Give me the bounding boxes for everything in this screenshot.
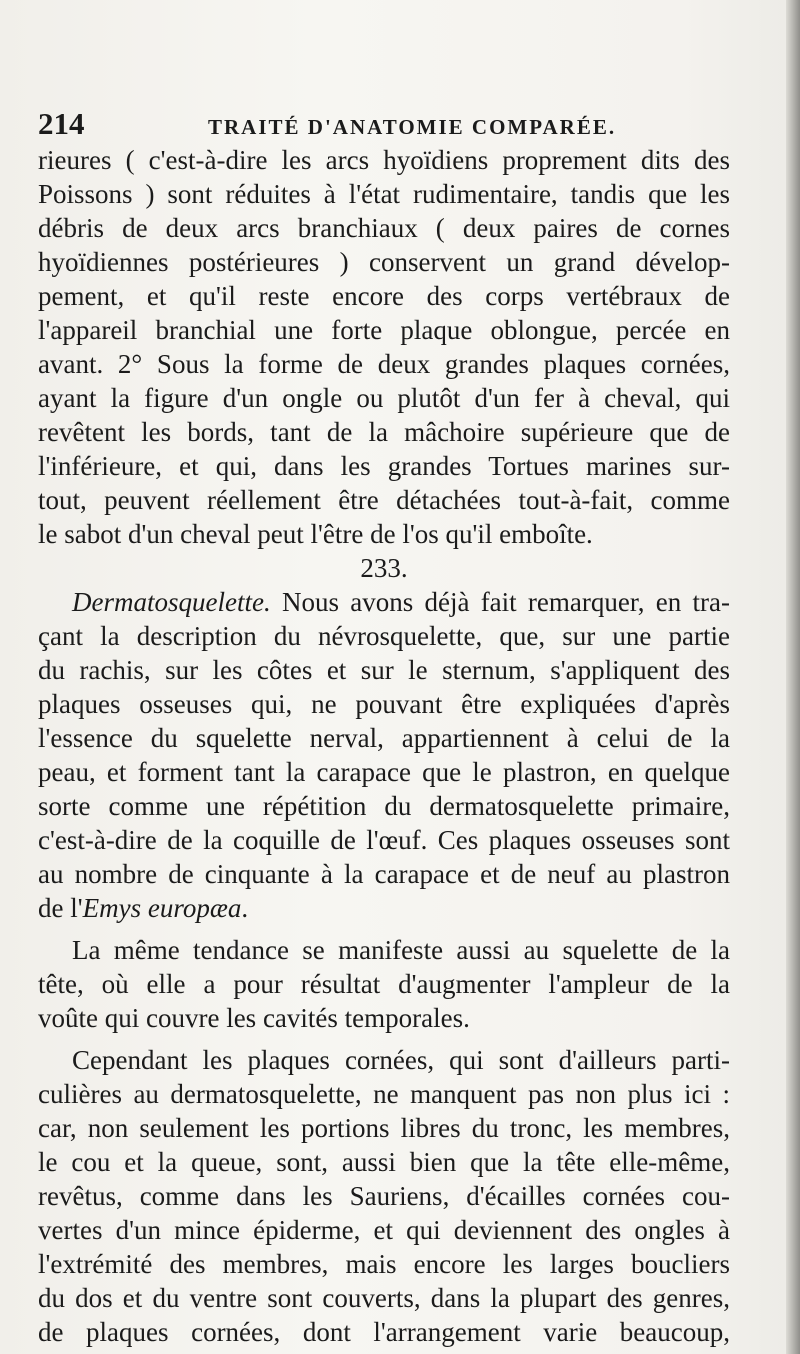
text-line: au nombre de cinquante à la carapace et de neuf au plastron (38, 859, 730, 889)
text-line: le cou et la queue, sont, aussi bien que la tête elle-même, (38, 1147, 730, 1177)
paragraph-gap (38, 1035, 730, 1043)
text-line: le sabot d'un cheval peut l'être de l'os qu'il emboîte. (38, 519, 593, 549)
text-line: revêtus, comme dans les Sauriens, d'écailles cornées cou- (38, 1181, 730, 1211)
text-line: avant. 2° Sous la forme de deux grandes plaques cornées, (38, 349, 730, 379)
text-line: sorte comme une répétition du dermatosquelette primaire, (38, 791, 730, 821)
running-title: TRAITÉ D'ANATOMIE COMPARÉE. (208, 115, 617, 139)
text-line: car, non seulement les portions libres du tronc, les membres, (38, 1113, 730, 1143)
page-edge-shadow (786, 0, 800, 1354)
text-line: tout, peuvent réellement être détachées tout-à-fait, comme (38, 485, 730, 515)
text-line: çant la description du névrosquelette, que, sur une partie (38, 621, 730, 651)
page-text (38, 143, 730, 1349)
text-line: hyoïdiennes postérieures ) conservent un grand dévelop- (38, 247, 730, 277)
text-line: La même tendance se manifeste aussi au squelette de la (72, 935, 730, 965)
text-line: peau, et forment tant la carapace que le plastron, en quelque (38, 757, 730, 787)
text-line: c'est-à-dire de la coquille de l'œuf. Ces plaques osseuses sont (38, 825, 730, 855)
text-line: l'essence du squelette nerval, appartiennent à celui de la (38, 723, 730, 753)
section-number: 233. (360, 553, 408, 583)
text-line: revêtent les bords, tant de la mâchoire supérieure que de (38, 417, 730, 447)
text-line: l'extrémité des membres, mais encore les larges boucliers (38, 1249, 730, 1279)
text-line: Cependant les plaques cornées, qui sont d'ailleurs parti- (72, 1045, 730, 1075)
text-line (38, 891, 730, 925)
text-fragment: . (241, 893, 249, 923)
text-line: vertes d'un mince épiderme, et qui deviennent des ongles à (38, 1215, 730, 1245)
text-line: pement, et qu'il reste encore des corps vertébraux de (38, 281, 730, 311)
text-line: plaques osseuses qui, ne pouvant être expliquées d'après (38, 689, 730, 719)
text-line: tête, où elle a pour résultat d'augmenter l'ampleur de la (38, 969, 730, 999)
text-line: du dos et du ventre sont couverts, dans la plupart des genres, (38, 1283, 730, 1313)
text-line: ayant la figure d'un ongle ou plutôt d'un fer à cheval, qui (38, 383, 730, 413)
text-line: Poissons ) sont réduites à l'état rudimentaire, tandis que les (38, 179, 730, 209)
text-line: voûte qui couvre les cavités temporales. (38, 1003, 470, 1033)
text-line: rieures ( c'est-à-dire les arcs hyoïdiens proprement dits des (38, 145, 730, 175)
text-line: l'appareil branchial une forte plaque oblongue, percée en (38, 315, 730, 345)
text-line: débris de deux arcs branchiaux ( deux paires de cornes (38, 213, 730, 243)
text-fragment: de l' (38, 893, 83, 923)
paragraph-gap (38, 925, 730, 933)
text-fragment: Nous avons déjà fait remarquer, en tra- (270, 587, 730, 617)
text-line: l'inférieure, et qui, dans les grandes Tortues marines sur- (38, 451, 730, 481)
section-heading-term: Dermatosquelette. (72, 587, 271, 617)
species-name: Emys europæa (82, 893, 242, 923)
page-number: 214 (38, 106, 85, 141)
text-line: de plaques cornées, dont l'arrangement varie beaucoup, (38, 1317, 730, 1347)
page-header (38, 106, 738, 146)
text-line: du rachis, sur les côtes et sur le sternum, s'appliquent des (38, 655, 730, 685)
text-line: culières au dermatosquelette, ne manquent pas non plus ici : (38, 1079, 730, 1109)
text-line (38, 585, 730, 619)
